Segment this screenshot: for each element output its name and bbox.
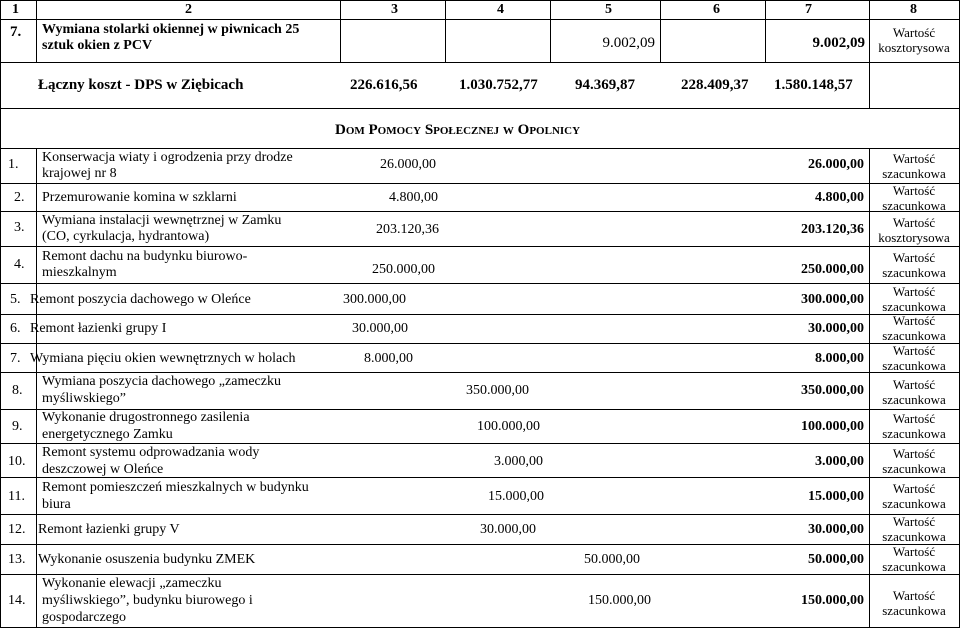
item-14-desc-line1: Wykonanie elewacji „zameczku — [42, 576, 222, 591]
item-14-desc-line3: gospodarczego — [42, 610, 126, 625]
total-col6: 228.409,37 — [681, 77, 749, 93]
item-4-desc-line1: Remont dachu na budynku biurowo- — [42, 249, 248, 264]
item-12-desc-line1: Remont łazienki grupy V — [38, 522, 180, 537]
item-2-total: 4.800,00 — [815, 190, 864, 205]
header-col-1: 1 — [12, 2, 19, 17]
item-8-total: 350.000,00 — [801, 383, 864, 398]
top-item-col5: 9.002,09 — [602, 35, 655, 51]
item-8-note: Wartość szacunkowa — [882, 377, 946, 407]
top-item-description: Wymiana stolarki okiennej w piwnicach 25 sztuk okien z PCV — [42, 22, 300, 53]
item-5-total: 300.000,00 — [801, 292, 864, 307]
item-5-note: Wartość szacunkowa — [882, 284, 946, 314]
item-7-value: 8.000,00 — [364, 351, 413, 366]
item-8-desc-line1: Wymiana poszycia dachowego „zameczku — [42, 374, 281, 389]
item-11-value: 15.000,00 — [488, 489, 544, 504]
item-6-note: Wartość szacunkowa — [882, 313, 946, 343]
item-3-number: 3. — [14, 220, 25, 235]
item-11-total: 15.000,00 — [808, 489, 864, 504]
item-11-number: 11. — [8, 489, 25, 504]
item-6-total: 30.000,00 — [808, 321, 864, 336]
top-item-number: 7. — [10, 24, 22, 40]
item-13-number: 13. — [8, 552, 26, 567]
item-14-value: 150.000,00 — [588, 593, 651, 608]
item-3-total: 203.120,36 — [801, 222, 864, 237]
item-8-value: 350.000,00 — [466, 383, 529, 398]
item-14-desc-line2: myśliwskiego”, budynku biurowego i — [42, 593, 253, 608]
item-12-note: Wartość szacunkowa — [882, 514, 946, 544]
item-3-note: Wartość kosztorysowa — [878, 215, 950, 245]
header-col-6: 6 — [713, 2, 720, 17]
item-10-note: Wartość szacunkowa — [882, 446, 946, 476]
item-9-number: 9. — [12, 419, 23, 434]
item-14-note: Wartość szacunkowa — [882, 588, 946, 618]
item-6-desc-line1: Remont łazienki grupy I — [30, 321, 167, 336]
item-5-number: 5. — [10, 292, 21, 307]
item-2-note: Wartość szacunkowa — [882, 183, 946, 213]
total-col4: 1.030.752,77 — [459, 77, 538, 93]
total-row-label: Łączny koszt - DPS w Ziębicach — [38, 77, 244, 93]
header-col-7: 7 — [805, 2, 812, 17]
item-10-desc-line1: Remont systemu odprowadzania wody — [42, 445, 260, 460]
header-number-row — [0, 0, 960, 20]
item-2-number: 2. — [14, 190, 25, 205]
total-col7: 1.580.148,57 — [774, 77, 853, 93]
item-1-value: 26.000,00 — [380, 157, 436, 172]
item-7-number: 7. — [10, 351, 21, 366]
item-9-desc-line1: Wykonanie drugostronnego zasilenia — [42, 410, 250, 425]
item-3-desc-line1: Wymiana instalacji wewnętrznej w Zamku — [42, 213, 282, 228]
item-9-total: 100.000,00 — [801, 419, 864, 434]
item-3-desc-line2: (CO, cyrkulacja, hydrantowa) — [42, 229, 210, 244]
total-col3: 226.616,56 — [350, 77, 418, 93]
item-9-value: 100.000,00 — [477, 419, 540, 434]
top-item-col7: 9.002,09 — [812, 35, 865, 51]
item-13-desc-line1: Wykonanie osuszenia budynku ZMEK — [38, 552, 256, 567]
item-2-value: 4.800,00 — [389, 190, 438, 205]
item-7-total: 8.000,00 — [815, 351, 864, 366]
item-12-number: 12. — [8, 522, 26, 537]
item-3-value: 203.120,36 — [376, 222, 439, 237]
item-13-total: 50.000,00 — [808, 552, 864, 567]
item-12-value: 30.000,00 — [480, 522, 536, 537]
item-4-value: 250.000,00 — [372, 262, 435, 277]
item-5-value: 300.000,00 — [343, 292, 406, 307]
header-col-8: 8 — [910, 2, 917, 17]
item-4-note: Wartość szacunkowa — [882, 250, 946, 280]
header-col-3: 3 — [391, 2, 398, 17]
item-13-note: Wartość szacunkowa — [882, 544, 946, 574]
item-1-note: Wartość szacunkowa — [882, 151, 946, 181]
item-6-number: 6. — [10, 321, 21, 336]
item-11-note: Wartość szacunkowa — [882, 481, 946, 511]
item-4-total: 250.000,00 — [801, 262, 864, 277]
item-1-total: 26.000,00 — [808, 157, 864, 172]
item-13-value: 50.000,00 — [584, 552, 640, 567]
item-14-total: 150.000,00 — [801, 593, 864, 608]
item-10-total: 3.000,00 — [815, 454, 864, 469]
item-4-number: 4. — [14, 257, 25, 272]
item-7-note: Wartość szacunkowa — [882, 343, 946, 373]
item-5-desc-line1: Remont poszycia dachowego w Oleńce — [30, 292, 251, 307]
item-12-total: 30.000,00 — [808, 522, 864, 537]
item-10-value: 3.000,00 — [494, 454, 543, 469]
section-title: Dom Pomocy Społecznej w Opolnicy — [335, 122, 581, 138]
item-6-value: 30.000,00 — [352, 321, 408, 336]
item-7-desc-line1: Wymiana pięciu okien wewnętrznych w holach — [30, 351, 296, 366]
item-14-number: 14. — [8, 593, 26, 608]
item-2-desc-line1: Przemurowanie komina w szklarni — [42, 190, 237, 205]
item-11-desc-line2: biura — [42, 497, 71, 512]
top-item-note: Wartość kosztorysowa — [878, 25, 950, 55]
item-10-number: 10. — [8, 454, 26, 469]
item-4-desc-line2: mieszkalnym — [42, 265, 117, 280]
item-1-desc-line1: Konserwacja wiaty i ogrodzenia przy drodze — [42, 150, 293, 165]
item-8-number: 8. — [12, 383, 23, 398]
item-1-number: 1. — [8, 157, 19, 172]
item-1-desc-line2: krajowej nr 8 — [42, 166, 117, 181]
header-col-2: 2 — [185, 2, 192, 17]
header-col-5: 5 — [605, 2, 612, 17]
item-9-desc-line2: energetycznego Zamku — [42, 427, 173, 442]
item-11-desc-line1: Remont pomieszczeń mieszkalnych w budynku — [42, 480, 309, 495]
item-8-desc-line2: myśliwskiego” — [42, 391, 126, 406]
total-col5: 94.369,87 — [575, 77, 635, 93]
header-col-4: 4 — [497, 2, 504, 17]
item-10-desc-line2: deszczowej w Oleńce — [42, 462, 164, 477]
item-9-note: Wartość szacunkowa — [882, 411, 946, 441]
